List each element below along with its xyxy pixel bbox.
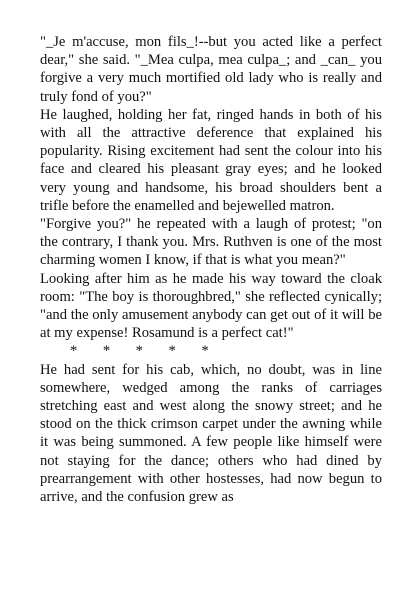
- paragraph-apology: "_Je m'accuse, mon fils_!--but you acted like a perfect dear," she said. "_Mea culpa, mea culpa_; and _can_ you forgive a very much mortified old lady who is really and truly fond of you?": [40, 34, 382, 105]
- section-separator: * * * * *: [70, 343, 209, 360]
- paragraph-cab: He had sent for his cab, which, no doubt, was in line somewhere, wedged among the ranks of carriages stretching east and west along the snowy street; and he stood on the thick crimson carpet under the awning while it was being summoned. A few people like himself were not staying for the dance; others who had dined by prearrangement with other hostesses, had now begun to arrive, and the confusion grew as: [40, 361, 382, 506]
- paragraph-laughed: He laughed, holding her fat, ringed hands in both of his with all the attractive deference that explained his popularity. Rising excitement had sent the colour into his face and cleared his pleasant gray eyes; and he looked very young and handsome, his broad shoulders bent a trifle before the enamelled and bejewelled matron.: [40, 106, 382, 214]
- page-text: [40, 33, 382, 506]
- paragraph-forgive: "Forgive you?" he repeated with a laugh of protest; "on the contrary, I thank you. Mrs. Ruthven is one of the most charming women I know, if that is what you mean?": [40, 216, 382, 269]
- paragraph-cloak-room: Looking after him as he made his way toward the cloak room: "The boy is thoroughbred," she reflected cynically; "and the only amusement anybody can get out of it will be at my expense! Rosamund is a perfect cat!": [40, 270, 382, 342]
